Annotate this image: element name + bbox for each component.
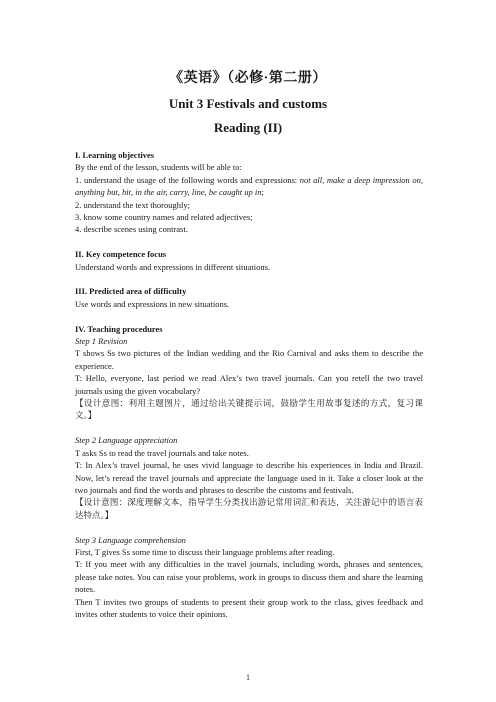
objective-item-1 <box>75 174 423 199</box>
procedures-heading: IV. Teaching procedures <box>75 323 163 334</box>
difficulty-text: Use words and expressions in new situations. <box>75 298 230 309</box>
step-1-title: Step 1 Revision <box>75 336 128 347</box>
objectives-heading: I. Learning objectives <box>75 150 155 160</box>
objective-item-3: 3. know some country names and related adjectives; <box>75 212 253 223</box>
spacer <box>75 273 423 285</box>
competence-heading: II. Key competence focus <box>75 249 167 260</box>
step-2-paragraph-2: T: In Alex’s travel journal, he uses vivid language to describe his experiences in India and Brazil. Now, let’s reread the travel journals and appreciate the language used in it. Take a closer look at the two journals and find the words and phrases to describe the customs and festivals. <box>75 460 423 495</box>
spacer <box>75 236 423 248</box>
objectives-intro: By the end of the lesson, students will be able to: <box>75 162 242 173</box>
spacer <box>75 422 423 434</box>
step-2-paragraph-1: T asks Ss to read the travel journals and take notes. <box>75 447 249 458</box>
spacer <box>75 310 423 322</box>
step-3-paragraph-3: Then T invites two groups of students to present their group work to the class, gives feedback and invites other students to voice their opinions. <box>75 596 423 619</box>
step-3-paragraph-2: T: If you meet with any difficulties in the travel journals, including words, phrases and sentences, please take notes. You can raise your problems, work in groups to discuss them and share the learning notes. <box>75 559 423 595</box>
page-number: 1 <box>246 673 250 682</box>
book-title: 《英语》（必修·第二册） <box>169 71 327 86</box>
step-2-design-note: 【设计意图：深度理解文本，指导学生分类找出游记常用词汇和表达，关注游记中的语言表达特点。】 <box>75 497 423 520</box>
unit-title: Unit 3 Festivals and customs <box>168 96 328 111</box>
step-1-design-note: 【设计意图：利用主题图片，通过给出关键提示词，鼓励学生用故事复述的方式，复习课文。】 <box>75 398 423 421</box>
competence-text: Understand words and expressions in different situations. <box>75 261 271 272</box>
lesson-body <box>75 149 423 620</box>
lesson-title: Reading (II) <box>213 120 283 135</box>
objective-item-1-suffix: ; <box>261 187 264 198</box>
difficulty-heading: III. Predicted area of difficulty <box>75 286 187 297</box>
step-2-title: Step 2 Language appreciation <box>75 435 178 446</box>
step-3-paragraph-1: First, T gives Ss some time to discuss their language problems after reading. <box>75 546 335 557</box>
step-1-paragraph-2: T: Hello, everyone, last period we read Alex’s two travel journals. Can you retell the two travel journals using the given vocabulary? <box>75 373 423 396</box>
step-3-title: Step 3 Language comprehension <box>75 534 186 545</box>
objective-item-1-prefix: 1. understand the usage of the following words and expressions: <box>75 174 300 185</box>
objective-item-4: 4. describe scenes using contrast. <box>75 224 188 235</box>
objective-item-2: 2. understand the text thoroughly; <box>75 199 190 210</box>
objective-item-1-words: not all, make a deep impression on, anything but, hit, in the air, carry, line, be caught up in <box>75 174 424 198</box>
step-1-paragraph-1: T shows Ss two pictures of the Indian wedding and the Rio Carnival and asks them to describe the experience. <box>75 348 423 371</box>
spacer <box>75 521 423 533</box>
